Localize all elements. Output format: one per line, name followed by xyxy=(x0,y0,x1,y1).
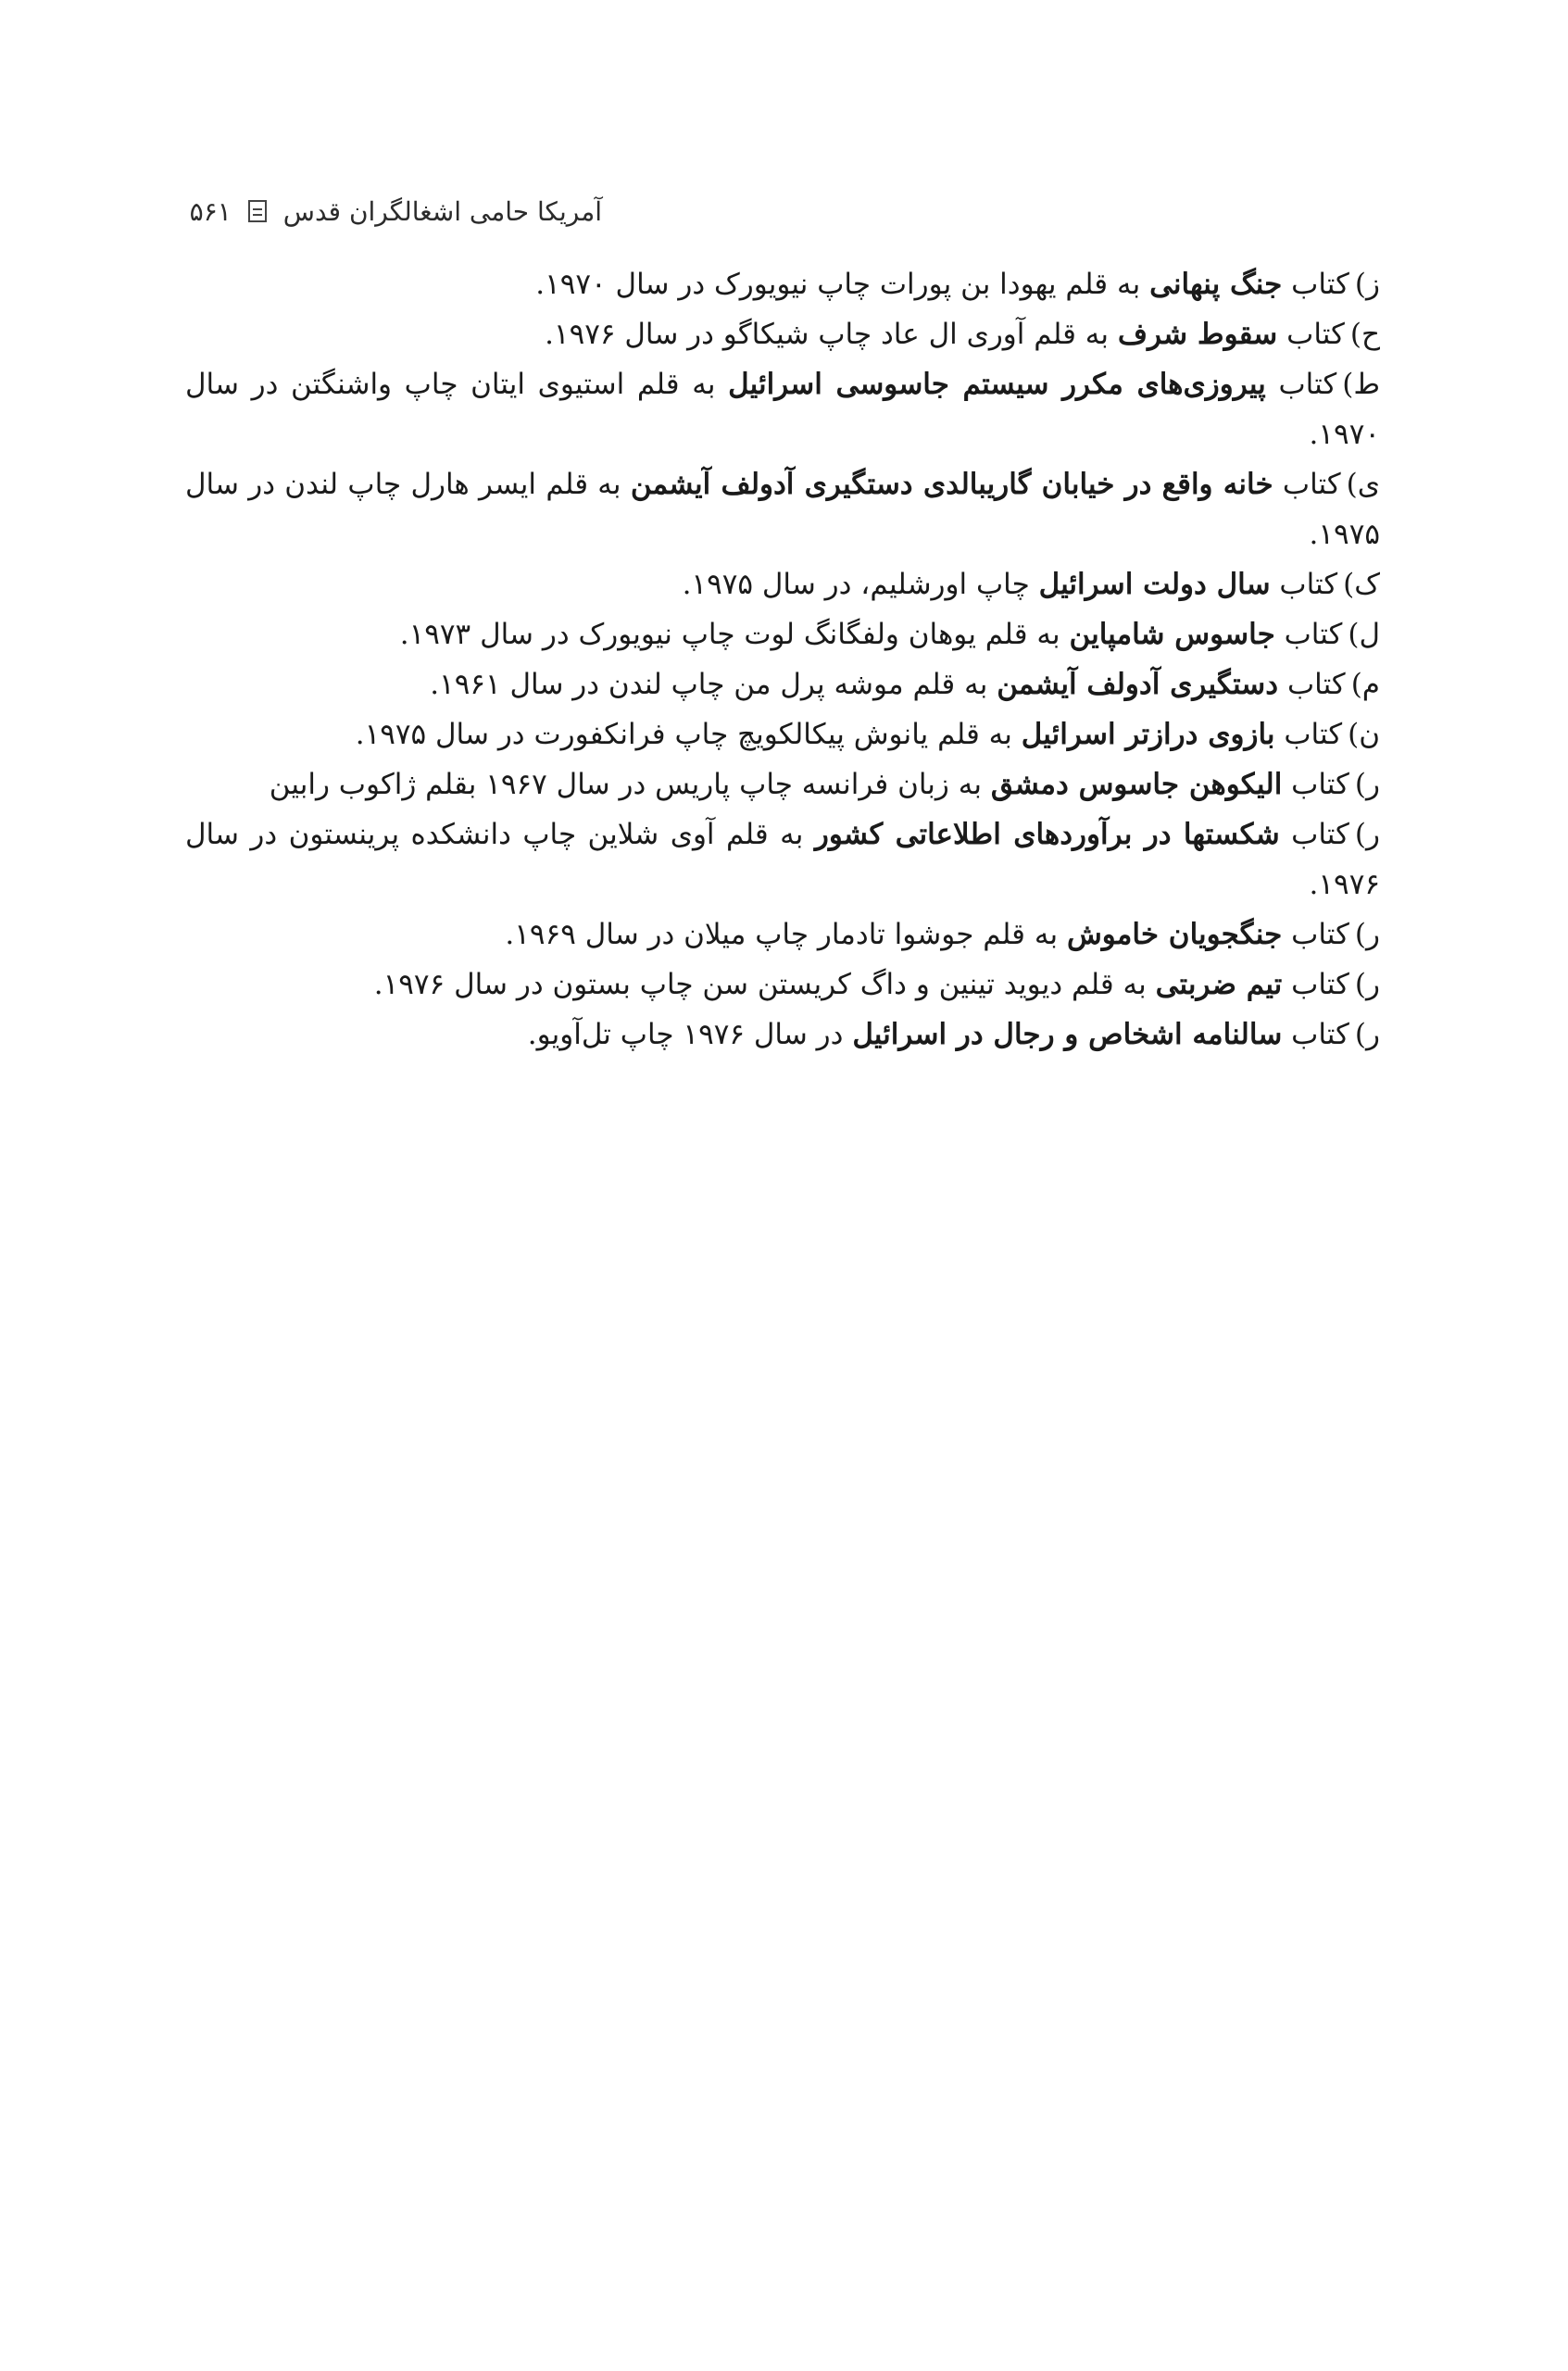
item-prefix: کتاب xyxy=(1282,268,1349,301)
item-prefix: کتاب xyxy=(1274,618,1343,651)
item-details: به قلم جوشوا تادمار چاپ میلان در سال ۱۹۶۹. xyxy=(505,918,1067,951)
item-details: به قلم آوری ال عاد چاپ شیکاگو در سال ۱۹۷۶. xyxy=(545,318,1118,351)
item-marker: م) xyxy=(1350,668,1380,701)
item-details: به قلم موشه پرل من چاپ لندن در سال ۱۹۶۱. xyxy=(430,668,997,701)
item-marker: ر) xyxy=(1354,918,1380,951)
item-marker: ط) xyxy=(1342,368,1380,401)
item-marker: ر) xyxy=(1354,768,1380,801)
book-title: سقوط شرف xyxy=(1117,318,1278,351)
list-item xyxy=(185,609,1380,659)
item-details: به قلم یانوش پیکالکویچ چاپ فرانکفورت در سال ۱۹۷۵. xyxy=(355,718,1022,751)
item-marker: ر) xyxy=(1354,818,1380,851)
item-marker: ر) xyxy=(1354,968,1380,1001)
book-title: سال دولت اسرائیل xyxy=(1038,568,1271,601)
list-item xyxy=(185,259,1380,309)
item-prefix: کتاب xyxy=(1265,368,1337,401)
list-item xyxy=(185,309,1380,359)
item-marker: ر) xyxy=(1354,1018,1380,1051)
running-title: آمریکا حامی اشغالگران قدس xyxy=(282,195,602,227)
running-header xyxy=(176,183,602,239)
list-item xyxy=(185,459,1380,559)
book-title: شکستها در برآوردهای اطلاعاتی کشور xyxy=(814,818,1280,851)
item-prefix: کتاب xyxy=(1273,468,1341,501)
book-title: الیکوهن جاسوس دمشق xyxy=(990,768,1283,801)
list-item xyxy=(185,910,1380,960)
item-prefix: کتاب xyxy=(1274,718,1343,751)
list-item xyxy=(185,659,1380,709)
list-item xyxy=(185,559,1380,609)
item-details: به قلم یهودا بن پورات چاپ نیویورک در سال ۱۹۷۰. xyxy=(535,268,1150,301)
item-prefix: کتاب xyxy=(1270,568,1338,601)
book-title: جاسوس شامپاین xyxy=(1069,618,1275,651)
book-title: خانه واقع در خیابان گاریبالدی دستگیری آدولف آیشمن xyxy=(630,468,1273,501)
list-item xyxy=(185,1010,1380,1060)
item-details: به زبان فرانسه چاپ پاریس در سال ۱۹۶۷ بقلم ژاکوب رابین xyxy=(269,768,991,801)
item-prefix: کتاب xyxy=(1282,768,1349,801)
book-title: دستگیری آدولف آیشمن xyxy=(997,668,1279,701)
item-prefix: کتاب xyxy=(1277,318,1345,351)
item-details: به قلم دیوید تینین و داگ کریستن سن چاپ بستون در سال ۱۹۷۶. xyxy=(373,968,1156,1001)
item-marker: ی) xyxy=(1346,468,1380,501)
item-marker: ز) xyxy=(1354,268,1380,301)
item-details: به قلم استیوی ایتان چاپ واشنگتن در سال ۱۹۷۰. xyxy=(185,368,1380,451)
item-marker: ل) xyxy=(1348,618,1380,651)
item-details: به قلم آوی شلاین چاپ دانشکده پرینستون در سال ۱۹۷۶. xyxy=(185,818,1380,901)
book-title: بازوی درازتر اسرائیل xyxy=(1021,718,1275,751)
list-item xyxy=(185,709,1380,759)
bibliography-list xyxy=(185,259,1380,1060)
item-details: در سال ۱۹۷۶ چاپ تل‌آویو. xyxy=(527,1018,853,1051)
book-title: تیم ضربتی xyxy=(1155,968,1283,1001)
item-details: چاپ اورشلیم، در سال ۱۹۷۵. xyxy=(682,568,1039,601)
book-title: سالنامه اشخاص و رجال در اسرائیل xyxy=(852,1018,1283,1051)
item-prefix: کتاب xyxy=(1282,968,1349,1001)
item-marker: ک) xyxy=(1343,568,1380,601)
item-prefix: کتاب xyxy=(1278,668,1346,701)
item-prefix: کتاب xyxy=(1279,818,1349,851)
book-title: جنگجویان خاموش xyxy=(1066,918,1283,951)
page-number: ۵۶۱ xyxy=(189,195,232,227)
document-icon xyxy=(248,200,267,222)
list-item xyxy=(185,809,1380,910)
item-prefix: کتاب xyxy=(1282,918,1349,951)
item-marker: ن) xyxy=(1348,718,1380,751)
book-title: پیروزی‌های مکرر سیستم جاسوسی اسرائیل xyxy=(728,368,1266,401)
list-item xyxy=(185,759,1380,809)
book-title: جنگ پنهانی xyxy=(1149,268,1283,301)
item-details: به قلم ایسر هارل چاپ لندن در سال ۱۹۷۵. xyxy=(185,468,1380,551)
item-prefix: کتاب xyxy=(1282,1018,1349,1051)
list-item xyxy=(185,359,1380,459)
item-details: به قلم یوهان ولفگانگ لوت چاپ نیویورک در سال ۱۹۷۳. xyxy=(399,618,1070,651)
item-marker: ح) xyxy=(1349,318,1380,351)
list-item xyxy=(185,960,1380,1010)
